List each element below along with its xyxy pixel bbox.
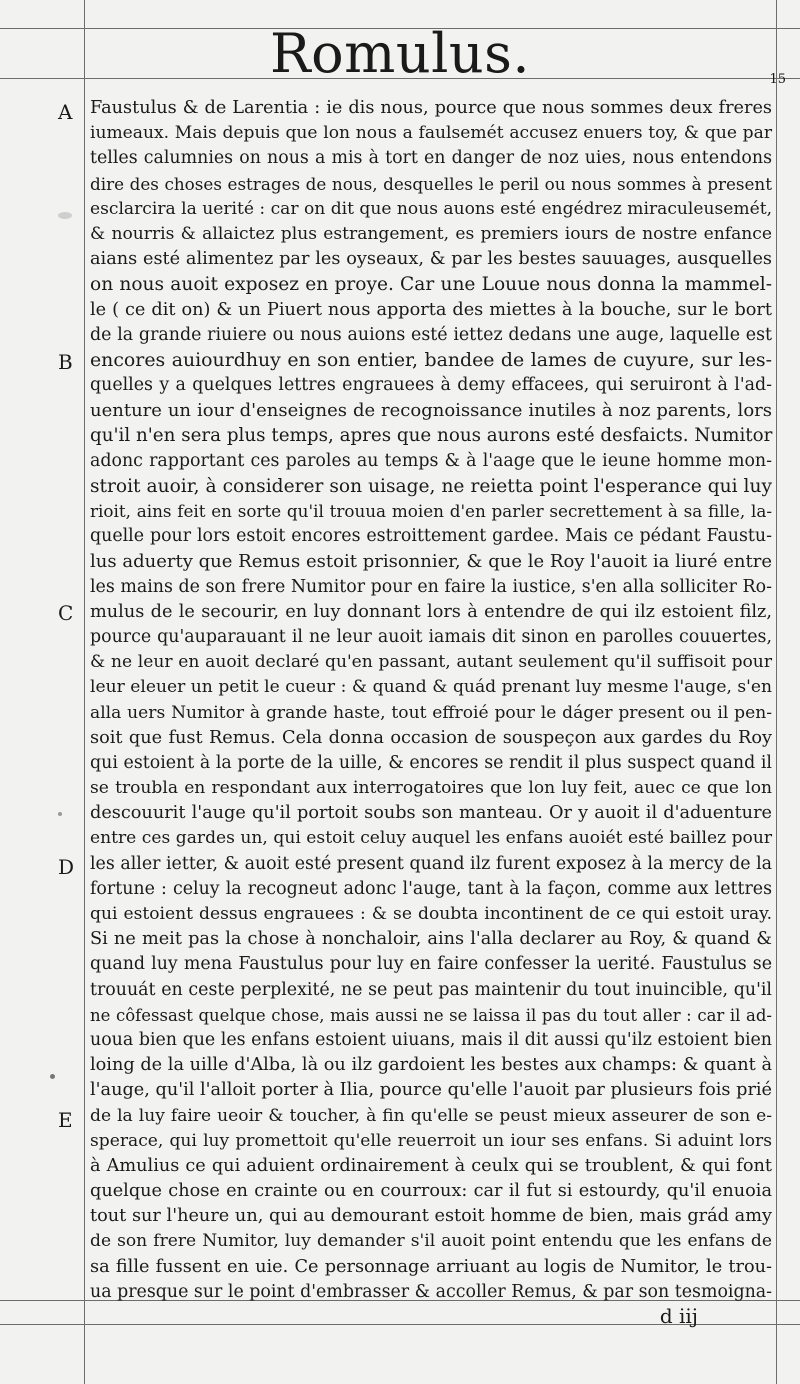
- text-line: entre ces gardes un, qui estoit celuy auquel les enfans auoiét esté baillez pour: [90, 828, 772, 849]
- text-line: loing de la uille d'Alba, là ou ilz gardoient les bestes aux champs: & quant à: [90, 1055, 772, 1076]
- text-line: mulus de le secourir, en luy donnant lors à entendre de qui ilz estoient filz,: [90, 601, 772, 622]
- left-column-rule: [84, 0, 85, 1384]
- body-text: [90, 96, 772, 1305]
- text-line: Si ne meit pas la chose à nonchaloir, ains l'alla declarer au Roy, & quand &: [90, 929, 772, 950]
- text-line: telles calumnies on nous a mis à tort en danger de noz uies, nous entendons: [90, 148, 772, 169]
- text-line: descouurit l'auge qu'il portoit soubs son manteau. Or y auoit il d'aduenture: [90, 803, 772, 824]
- text-line: quand luy mena Faustulus pour luy en faire confesser la uerité. Faustulus se: [90, 954, 772, 975]
- text-line: qui estoient dessus engrauees : & se doubta incontinent de ce qui estoit uray.: [90, 904, 772, 924]
- text-line: les aller ietter, & auoit esté present quand ilz furent exposez à la mercy de la: [90, 853, 772, 874]
- text-line: soit que fust Remus. Cela donna occasion de souspeçon aux gardes du Roy: [90, 727, 772, 748]
- margin-letter-b: B: [58, 350, 73, 374]
- margin-letter-e: E: [58, 1108, 73, 1132]
- text-line: lus aduerty que Remus estoit prisonnier, & que le Roy l'auoit ia liuré entre: [90, 551, 772, 573]
- margin-letter-a: A: [58, 100, 73, 124]
- text-line: ua presque sur le point d'embrasser & accoller Remus, & par son tesmoigna-: [90, 1281, 773, 1302]
- text-line: de la luy faire ueoir & toucher, à fin qu'elle se peust mieux asseurer de son e-: [90, 1105, 772, 1126]
- text-line: adonc rapportant ces paroles au temps & à l'aage que le ieune homme mon-: [90, 450, 772, 471]
- text-line: uenture un iour d'enseignes de recognoissance inutiles à noz parents, lors: [90, 400, 772, 422]
- right-column-rule: [776, 0, 777, 1384]
- text-line: de son frere Numitor, luy demander s'il auoit point entendu que les enfans de: [90, 1231, 772, 1252]
- text-line: qui estoient à la porte de la uille, & encores se rendit il plus suspect quand il: [90, 752, 772, 773]
- text-line: de la grande riuiere ou nous auions esté iettez dedans une auge, laquelle est: [90, 324, 772, 345]
- text-line: sa fille fussent en uie. Ce personnage arriuant au logis de Numitor, le trou-: [90, 1256, 772, 1277]
- text-line: Faustulus & de Larentia : ie dis nous, pource que nous sommes deux freres: [90, 98, 772, 118]
- text-line: pource qu'auparauant il ne leur auoit iamais dit sinon en parolles couuertes,: [90, 626, 772, 647]
- text-line: on nous auoit exposez en proye. Car une Louue nous donna la mammel-: [90, 274, 772, 296]
- folio-number: 15: [769, 72, 786, 87]
- text-line: se troubla en respondant aux interrogatoires que lon luy feit, auec ce que lon: [90, 778, 772, 799]
- text-line: alla uers Numitor à grande haste, tout effroié pour le dáger present ou il pen-: [90, 702, 772, 723]
- text-line: sperace, qui luy promettoit qu'elle reuerroit un iour ses enfans. Si aduint lors: [90, 1130, 772, 1151]
- text-line: encores auiourdhuy en son entier, bandee de lames de cuyure, sur les-: [90, 348, 772, 371]
- text-line: à Amulius ce qui aduient ordinairement à ceulx qui se troublent, & qui font: [90, 1155, 772, 1176]
- signature-mark: d iij: [659, 1304, 698, 1328]
- text-line: & nourris & allaictez plus estrangement, es premiers iours de nostre enfance: [90, 223, 772, 244]
- text-line: leur eleuer un petit le cueur : & quand & quád prenant luy mesme l'auge, s'en: [90, 677, 772, 698]
- text-line: quelles y a quelques lettres engrauees à demy effacees, qui seruiront à l'ad-: [90, 375, 772, 396]
- paper-speck: [58, 812, 62, 816]
- text-line: uoua bien que les enfans estoient uiuans, mais il dit aussi qu'ilz estoient bien: [90, 1029, 772, 1050]
- text-line: trouuát en ceste perplexité, ne se peut pas maintenir du tout inuincible, qu'il: [90, 979, 772, 1000]
- text-line: dire des choses estrages de nous, desquelles le peril ou nous sommes à present: [90, 173, 772, 194]
- text-line: rioit, ains feit en sorte qu'il trouua moien d'en parler secrettement à sa fille, la-: [90, 501, 772, 521]
- text-line: quelque chose en crainte ou en courroux: car il fut si estourdy, qu'il enuoia: [90, 1181, 772, 1202]
- text-line: le ( ce dit on) & un Piuert nous apporta des miettes à la bouche, sur le bort: [90, 299, 772, 320]
- text-line: stroit auoir, à considerer son uisage, ne reietta point l'esperance qui luy: [90, 475, 772, 497]
- text-line: ne côfessast quelque chose, mais aussi ne se laissa il pas du tout aller : car il ad-: [90, 1005, 772, 1025]
- text-line: aians esté alimentez par les oyseaux, & par les bestes sauuages, ausquelles: [90, 249, 772, 270]
- margin-letter-c: C: [58, 601, 74, 625]
- margin-letter-d: D: [58, 855, 75, 879]
- text-line: esclarcira la uerité : car on dit que nous auons esté engédrez miraculeusemét,: [90, 198, 773, 219]
- text-line: iumeaux. Mais depuis que lon nous a faulsemét accusez enuers toy, & que par: [90, 123, 772, 144]
- text-line: l'auge, qu'il l'alloit porter à Ilia, pource qu'elle l'auoit par plusieurs fois prié: [90, 1080, 773, 1101]
- text-line: quelle pour lors estoit encores estroittement gardee. Mais ce pédant Faustu-: [90, 526, 772, 547]
- text-line: les mains de son frere Numitor pour en faire la iustice, s'en alla solliciter Ro-: [90, 576, 772, 597]
- paper-speck: [50, 1074, 55, 1079]
- paper-speck: [58, 212, 72, 219]
- text-line: qu'il n'en sera plus temps, apres que nous aurons esté desfaicts. Numitor: [90, 425, 773, 447]
- text-line: fortune : celuy la recogneut adonc l'auge, tant à la façon, comme aux lettres: [90, 878, 772, 899]
- text-line: & ne leur en auoit declaré qu'en passant, autant seulement qu'il suffisoit pour: [90, 652, 772, 673]
- page-title: Romulus.: [269, 22, 531, 85]
- text-line: tout sur l'heure un, qui au demourant estoit homme de bien, mais grád amy: [90, 1206, 772, 1227]
